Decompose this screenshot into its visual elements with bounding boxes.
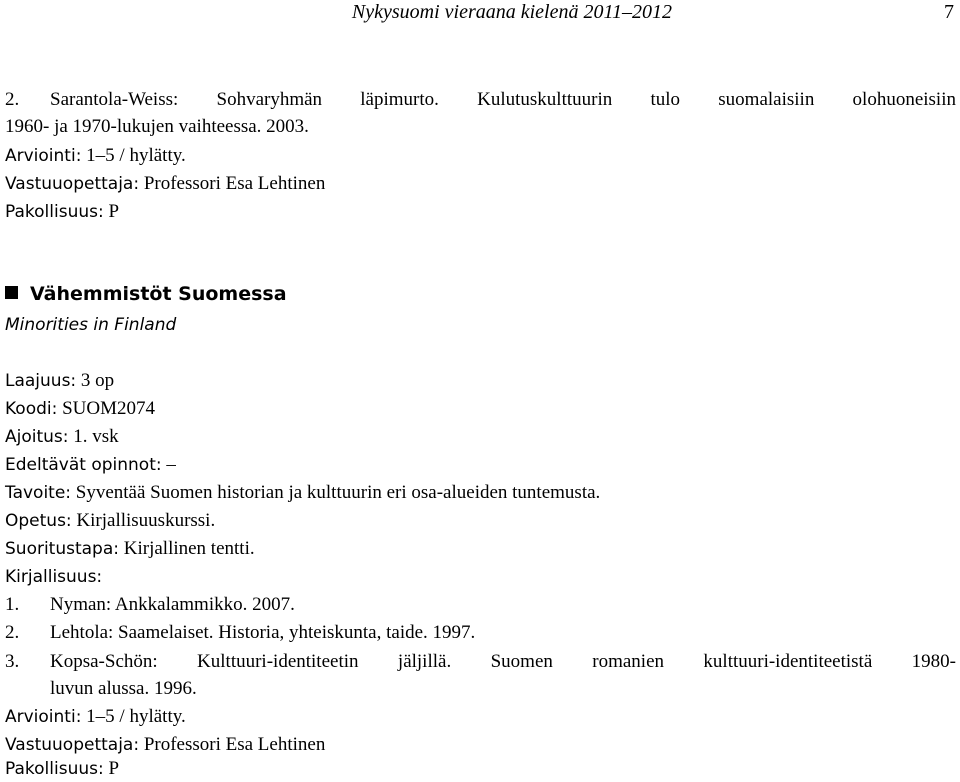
- teacher-label: Vastuuopettaja:: [5, 735, 140, 755]
- literature-label: Kirjallisuus:: [5, 567, 103, 587]
- course-title: Vähemmistöt Suomessa: [30, 283, 287, 305]
- compulsory-label: Pakollisuus:: [5, 759, 104, 779]
- assessment-label: Arviointi:: [5, 146, 82, 166]
- objective-label: Tavoite:: [5, 483, 72, 503]
- code-field: [5, 396, 155, 422]
- assessment-value: 1–5 / hylätty.: [86, 706, 186, 727]
- literature-item-continuation: 1960- ja 1970-lukujen vaihteessa. 2003.: [5, 116, 309, 137]
- code-value: SUOM2074: [62, 398, 156, 419]
- literature-item-text: Nyman: Ankkalammikko. 2007.: [50, 594, 295, 615]
- teaching-field: [5, 508, 215, 534]
- code-label: Koodi:: [5, 399, 58, 419]
- timing-value: 1. vsk: [73, 426, 119, 447]
- compulsory-value: P: [108, 201, 120, 222]
- prerequisites-value: –: [166, 454, 176, 475]
- literature-item-text: Sarantola-Weiss: Sohvaryhmän läpimurto. Kulutuskulttuurin tulo suomalaisiin olohuoneisiin: [50, 89, 956, 110]
- teaching-value: Kirjallisuuskurssi.: [76, 510, 216, 531]
- objective-field: [5, 480, 600, 506]
- completion-label: Suoritustapa:: [5, 539, 119, 559]
- teacher-label: Vastuuopettaja:: [5, 174, 140, 194]
- teacher-field: [5, 732, 325, 758]
- course-subtitle: Minorities in Finland: [5, 315, 177, 335]
- assessment-value: 1–5 / hylätty.: [86, 145, 186, 166]
- compulsory-value: P: [108, 758, 120, 779]
- teacher-field: [5, 171, 325, 197]
- assessment-field: [5, 704, 186, 730]
- literature-item-continuation: luvun alussa. 1996.: [50, 678, 197, 699]
- literature-item-number: 2.: [5, 622, 20, 643]
- course-heading: [5, 281, 287, 307]
- timing-field: [5, 424, 119, 450]
- scope-field: [5, 368, 114, 394]
- square-bullet-icon: [5, 286, 18, 299]
- prerequisites-field: [5, 452, 176, 478]
- compulsory-label: Pakollisuus:: [5, 202, 104, 222]
- completion-field: [5, 536, 255, 562]
- compulsory-field: [5, 199, 119, 225]
- literature-field: [5, 564, 102, 590]
- literature-item-number: 1.: [5, 594, 20, 615]
- objective-value: Syventää Suomen historian ja kulttuurin eri osa-alueiden tuntemusta.: [75, 482, 601, 503]
- compulsory-field: [5, 756, 119, 782]
- literature-item-number: 3.: [5, 651, 20, 672]
- completion-value: Kirjallinen tentti.: [123, 538, 255, 559]
- running-header: [0, 0, 960, 26]
- literature-item-text: Kopsa-Schön: Kulttuuri-identiteetin jäljillä. Suomen romanien kulttuuri-identiteetistä 1980-: [50, 651, 956, 672]
- teacher-value: Professori Esa Lehtinen: [143, 734, 326, 755]
- teacher-value: Professori Esa Lehtinen: [143, 173, 326, 194]
- page-number: 7: [944, 1, 954, 23]
- teaching-label: Opetus:: [5, 511, 72, 531]
- prerequisites-label: Edeltävät opinnot:: [5, 455, 162, 475]
- running-header-title: Nykysuomi vieraana kielenä 2011–2012: [351, 1, 672, 23]
- scope-label: Laajuus:: [5, 371, 77, 391]
- literature-item-number: 2.: [5, 89, 20, 110]
- assessment-field: [5, 143, 186, 169]
- timing-label: Ajoitus:: [5, 427, 69, 447]
- scope-value: 3 op: [80, 370, 115, 391]
- literature-item-text: Lehtola: Saamelaiset. Historia, yhteiskunta, taide. 1997.: [50, 622, 476, 643]
- assessment-label: Arviointi:: [5, 707, 82, 727]
